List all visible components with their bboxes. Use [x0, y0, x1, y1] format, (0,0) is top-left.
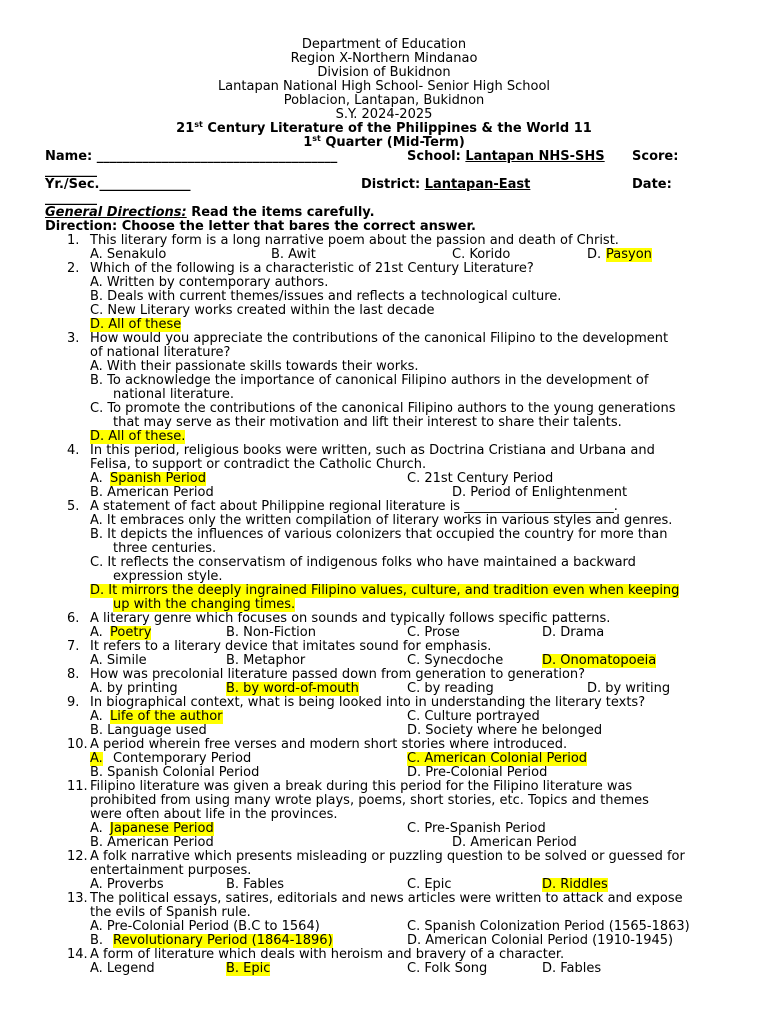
question-line: [0, 290, 768, 304]
line-text: Which of the following is a characteristic of 21st Century Literature?: [90, 261, 534, 276]
line-text: entertainment purposes.: [90, 863, 252, 878]
question-line: [0, 528, 768, 542]
line-text: 8.: [67, 667, 80, 682]
question-line: [0, 584, 768, 598]
question-line: [0, 752, 768, 766]
line-text: C. It reflects the conservatism of indigenous folks who have maintained a backward: [90, 555, 636, 570]
line-text: C. Spanish Colonization Period (1565-1863): [407, 919, 690, 934]
question-line: [0, 892, 768, 906]
highlighted-answer: D. Onomatopoeia: [542, 653, 657, 668]
line-text: C. Prose: [407, 625, 460, 640]
question-line: [0, 444, 768, 458]
question-line: [0, 542, 768, 556]
question-line: [0, 920, 768, 934]
header-address: Poblacion, Lantapan, Bukidnon: [283, 93, 485, 108]
line-text: 5.: [67, 499, 80, 514]
question-line: [0, 332, 768, 346]
question-line: [0, 878, 768, 892]
line-text: It refers to a literary device that imitates sound for emphasis.: [90, 639, 492, 654]
question-line: [0, 962, 768, 976]
question-line: [0, 780, 768, 794]
line-text: 4.: [67, 443, 80, 458]
highlighted-answer: Life of the author: [110, 709, 223, 724]
highlighted-answer: D. All of these: [90, 317, 182, 332]
line-text: 13.: [67, 891, 88, 906]
question-line: [0, 766, 768, 780]
highlighted-answer: Revolutionary Period (1864-1896): [113, 933, 333, 948]
line-text: B. Fables: [226, 877, 285, 892]
line-text: national literature.: [113, 387, 234, 402]
quarter-title: 1st Quarter (Mid-Term): [303, 134, 465, 150]
line-text: 10.: [67, 737, 88, 752]
line-text: D. Pre-Colonial Period: [407, 765, 548, 780]
line-text: A literary genre which focuses on sounds and typically follows specific patterns.: [90, 611, 611, 626]
line-text: A. Pre-Colonial Period (B.C to 1564): [90, 919, 320, 934]
line-text: B. Non-Fiction: [226, 625, 316, 640]
question-line: [0, 500, 768, 514]
line-text: B. Metaphor: [226, 653, 306, 668]
question-line: [0, 402, 768, 416]
line-text: 2.: [67, 261, 80, 276]
question-line: [0, 388, 768, 402]
line-text: A period wherein free verses and modern short stories where introduced.: [90, 737, 568, 752]
header-department: Department of Education: [301, 37, 467, 52]
line-text: D. Drama: [542, 625, 605, 640]
line-text: A.: [90, 821, 103, 836]
line-text: B. Deals with current themes/issues and reflects a technological culture.: [90, 289, 562, 304]
line-text: Felisa, to support or contradict the Catholic Church.: [90, 457, 427, 472]
line-text: C. Folk Song: [407, 961, 488, 976]
line-text: D. Fables: [542, 961, 602, 976]
line-text: D.: [587, 247, 602, 262]
line-text: C. 21st Century Period: [407, 471, 554, 486]
line-text: In biographical context, what is being looked into in understanding the literary texts?: [90, 695, 646, 710]
name-school-score-row: [0, 150, 768, 164]
line-text: Contemporary Period: [113, 751, 252, 766]
highlighted-answer: B. Epic: [226, 961, 271, 976]
question-line: [0, 696, 768, 710]
question-line: [0, 654, 768, 668]
line-text: A folk narrative which presents misleading or puzzling question to be solved or guessed for: [90, 849, 685, 864]
question-line: [0, 710, 768, 724]
line-text: B. It depicts the influences of various colonizers that occupied the country for more than: [90, 527, 668, 542]
highlighted-answer: D. Riddles: [542, 877, 608, 892]
question-line: [0, 598, 768, 612]
question-line: [0, 514, 768, 528]
header-region: Region X-Northern Mindanao: [290, 51, 478, 66]
question-line: [0, 612, 768, 626]
line-text: C. Culture portrayed: [407, 709, 540, 724]
line-text: C. Korido: [452, 247, 511, 262]
line-text: B. Language used: [90, 723, 207, 738]
line-text: 14.: [67, 947, 88, 962]
line-text: D. American Period: [452, 835, 577, 850]
line-text: How would you appreciate the contributions of the canonical Filipino to the development: [90, 331, 669, 346]
question-line: [0, 304, 768, 318]
question-line: [0, 430, 768, 444]
line-text: prohibited from using many wrote plays, poems, short stories, etc. Topics and themes: [90, 793, 649, 808]
course-title: 21st Century Literature of the Philippines & the World 11: [176, 120, 592, 136]
line-text: D. Period of Enlightenment: [452, 485, 628, 500]
question-line: [0, 906, 768, 920]
line-text: In this period, religious books were written, such as Doctrina Cristiana and Urbana and: [90, 443, 655, 458]
highlighted-answer: Pasyon: [606, 247, 652, 262]
header-school-year: S.Y. 2024-2025: [335, 107, 433, 122]
line-text: were often about life in the provinces.: [90, 807, 338, 822]
question-line: [0, 640, 768, 654]
question-line: [0, 276, 768, 290]
line-text: A.: [90, 625, 103, 640]
line-text: D. Society where he belonged: [407, 723, 603, 738]
line-text: D. by writing: [587, 681, 671, 696]
line-text: A. by printing: [90, 681, 178, 696]
header-school: Lantapan National High School- Senior High School: [217, 79, 551, 94]
line-text: B. Spanish Colonial Period: [90, 765, 260, 780]
question-line: [0, 360, 768, 374]
yr-sec-field: Yr./Sec.______________: [45, 177, 191, 192]
highlighted-answer: B. by word-of-mouth: [226, 681, 359, 696]
line-text: B.: [90, 933, 104, 948]
line-text: A.: [90, 471, 103, 486]
question-line: [0, 738, 768, 752]
highlighted-answer: C. American Colonial Period: [407, 751, 588, 766]
line-text: How was precolonial literature passed down from generation to generation?: [90, 667, 586, 682]
question-line: [0, 864, 768, 878]
question-line: [0, 486, 768, 500]
question-line: [0, 318, 768, 332]
question-line: [0, 668, 768, 682]
header-division: Division of Bukidnon: [317, 65, 451, 80]
school-field: School: Lantapan NHS-SHS: [407, 149, 605, 164]
question-line: [0, 570, 768, 584]
line-text: A. Proverbs: [90, 877, 164, 892]
highlighted-answer: up with the changing times.: [113, 597, 296, 612]
score-label: Score:: [632, 149, 679, 164]
section-district-date-row: [0, 178, 768, 192]
line-text: C. Pre-Spanish Period: [407, 821, 546, 836]
line-text: The political essays, satires, editorials and news articles were written to attack and expose: [90, 891, 683, 906]
question-line: [0, 262, 768, 276]
general-directions: General Directions: Read the items carefully.: [45, 205, 375, 220]
question-line: [0, 808, 768, 822]
line-text: C. by reading: [407, 681, 494, 696]
line-text: A. Senakulo: [90, 247, 167, 262]
highlighted-answer: A.: [90, 751, 103, 766]
line-text: 1.: [67, 233, 80, 248]
highlighted-answer: D. It mirrors the deeply ingrained Filipino values, culture, and tradition even when keeping: [90, 583, 680, 598]
line-text: expression style.: [113, 569, 223, 584]
score-blank-wrap: ________: [45, 163, 97, 178]
line-text: C. Synecdoche: [407, 653, 504, 668]
line-text: 11.: [67, 779, 88, 794]
line-text: A form of literature which deals with heroism and bravery of a character.: [90, 947, 565, 962]
question-line: [0, 934, 768, 948]
line-text: C. To promote the contributions of the canonical Filipino authors to the young generations: [90, 401, 676, 416]
question-line: [0, 822, 768, 836]
line-text: B. To acknowledge the importance of canonical Filipino authors in the development of: [90, 373, 649, 388]
question-line: [0, 682, 768, 696]
question-line: [0, 626, 768, 640]
line-text: Filipino literature was given a break during this period for the Filipino literature was: [90, 779, 633, 794]
line-text: 12.: [67, 849, 88, 864]
date-label: Date:: [632, 177, 672, 192]
line-text: 9.: [67, 695, 80, 710]
highlighted-answer: D. All of these.: [90, 429, 186, 444]
question-line: [0, 724, 768, 738]
question-line: [0, 374, 768, 388]
district-field: District: Lantapan-East: [361, 177, 531, 192]
highlighted-answer: Japanese Period: [110, 821, 214, 836]
line-text: A. It embraces only the written compilation of literary works in various styles and genres.: [90, 513, 673, 528]
line-text: A. Simile: [90, 653, 147, 668]
line-text: This literary form is a long narrative poem about the passion and death of Christ.: [90, 233, 619, 248]
line-text: 7.: [67, 639, 80, 654]
question-line: [0, 556, 768, 570]
question-line: [0, 836, 768, 850]
question-line: [0, 234, 768, 248]
line-text: A.: [90, 709, 103, 724]
line-text: three centuries.: [113, 541, 217, 556]
line-text: D. American Colonial Period (1910-1945): [407, 933, 674, 948]
question-line: [0, 416, 768, 430]
line-text: A. With their passionate skills towards their works.: [90, 359, 419, 374]
line-text: B. American Period: [90, 485, 214, 500]
line-text: B. American Period: [90, 835, 214, 850]
question-line: [0, 472, 768, 486]
question-line: [0, 850, 768, 864]
question-line: [0, 458, 768, 472]
question-line: [0, 794, 768, 808]
line-text: A statement of fact about Philippine regional literature is _______________________.: [90, 499, 618, 514]
line-text: A. Written by contemporary authors.: [90, 275, 329, 290]
line-text: of national literature?: [90, 345, 231, 360]
line-text: A. Legend: [90, 961, 155, 976]
highlighted-answer: Spanish Period: [110, 471, 207, 486]
question-line: [0, 948, 768, 962]
line-text: 6.: [67, 611, 80, 626]
line-text: B. Awit: [271, 247, 316, 262]
line-text: C. Epic: [407, 877, 452, 892]
highlighted-answer: Poetry: [110, 625, 152, 640]
line-text: that may serve as their motivation and lift their interest to share their talents.: [113, 415, 622, 430]
line-text: C. New Literary works created within the last decade: [90, 303, 435, 318]
line-text: the evils of Spanish rule.: [90, 905, 251, 920]
direction: Direction: Choose the letter that bares the correct answer.: [45, 219, 476, 234]
date-blank-wrap: ________: [45, 191, 97, 206]
name-field: Name: _____________________________________: [45, 149, 338, 164]
line-text: 3.: [67, 331, 80, 346]
question-line: [0, 248, 768, 262]
question-line: [0, 346, 768, 360]
